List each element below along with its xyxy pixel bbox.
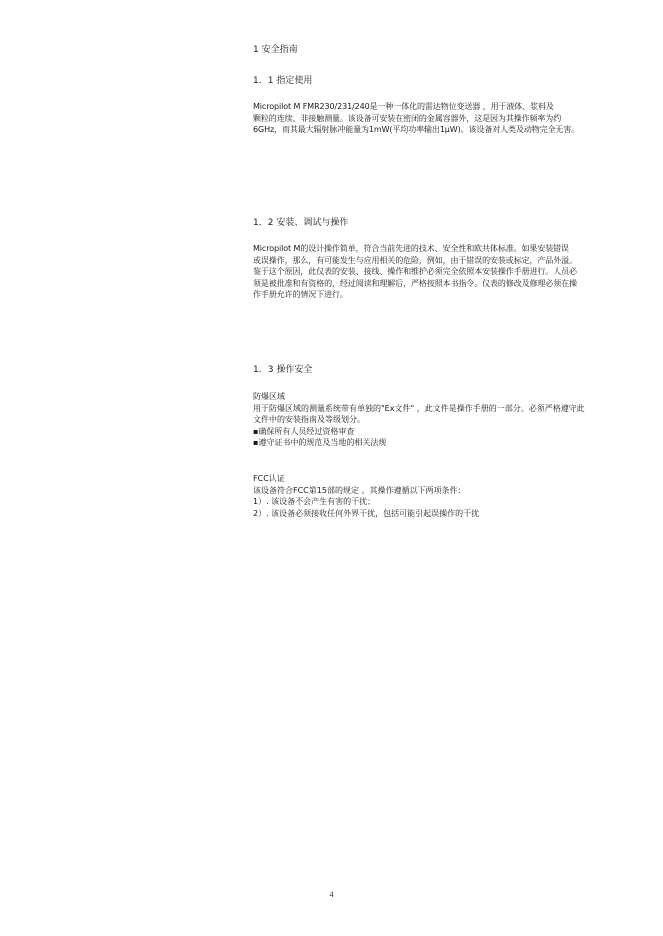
- text-line: 颗粒的连续、非接触测量。该设备可安装在密闭的金属容器外，这是因为其操作频率为约: [253, 113, 562, 123]
- text-line: 2）. 该设备必须接收任何外界干扰，包括可能引起误操作的干扰: [253, 508, 480, 518]
- text-line: 作手册允许的情况下进行。: [253, 290, 348, 299]
- subsection-title-1-2: 1．2 安装、调试与操作: [253, 218, 349, 228]
- bullet-item: ▪确保所有人员经过资格审查: [253, 426, 355, 436]
- ex-area-block: [253, 391, 633, 449]
- text-line: 1）. 该设备不会产生有害的干扰；: [253, 497, 376, 506]
- text-line: 鉴于这个原因，此仪表的安装、接线、操作和维护必须完全依照本安装操作手册进行。人员必: [253, 267, 577, 276]
- section-title: 1 安全指南: [253, 45, 298, 55]
- fcc-title: FCC认证: [253, 474, 285, 483]
- fcc-block: [253, 473, 633, 519]
- text-line: Micropilot M FMR230/231/240是一种一体化的雷达物位变送器 ，用于液体、浆料及: [253, 102, 554, 111]
- page-number: 4: [329, 890, 334, 899]
- text-line: 文件中的安装指南及等级划分。: [253, 415, 365, 424]
- text-line: 须是被批准和有资格的，经过阅读和理解后，严格按照本书指令。仪表的修改及修理必须在操: [253, 278, 577, 288]
- subsection-title-1-1: 1．1 指定使用: [253, 76, 313, 86]
- paragraph-installation: [253, 243, 633, 301]
- subsection-title-1-3: 1．3 操作安全: [253, 365, 313, 375]
- text-line: 或误操作，那么，有可能发生与应用相关的危险，例如，由于错误的安装或标定，产品外溢。: [253, 255, 577, 265]
- text-line: 用于防爆区域的测量系统带有单独的"Ex文件" ，此文件是操作手册的一部分。必须严格遵守此: [253, 403, 585, 413]
- text-line: Micropilot M的设计操作简单，符合当前先进的技术、安全性和欧共体标准。如果安装错误: [253, 244, 569, 253]
- bullet-item: ▪遵守证书中的规范及当地的相关法规: [253, 438, 387, 447]
- ex-area-title: 防爆区域: [253, 392, 285, 401]
- text-line: 6GHz，而其最大辐射脉冲能量为1mW(平均功率输出1μW)。该设备对人类及动物完全无害。: [253, 125, 580, 134]
- text-line: 该设备符合FCC第15部的规定 。其操作遵循以下两项条件：: [253, 485, 466, 495]
- paragraph-intended-use: [253, 101, 633, 136]
